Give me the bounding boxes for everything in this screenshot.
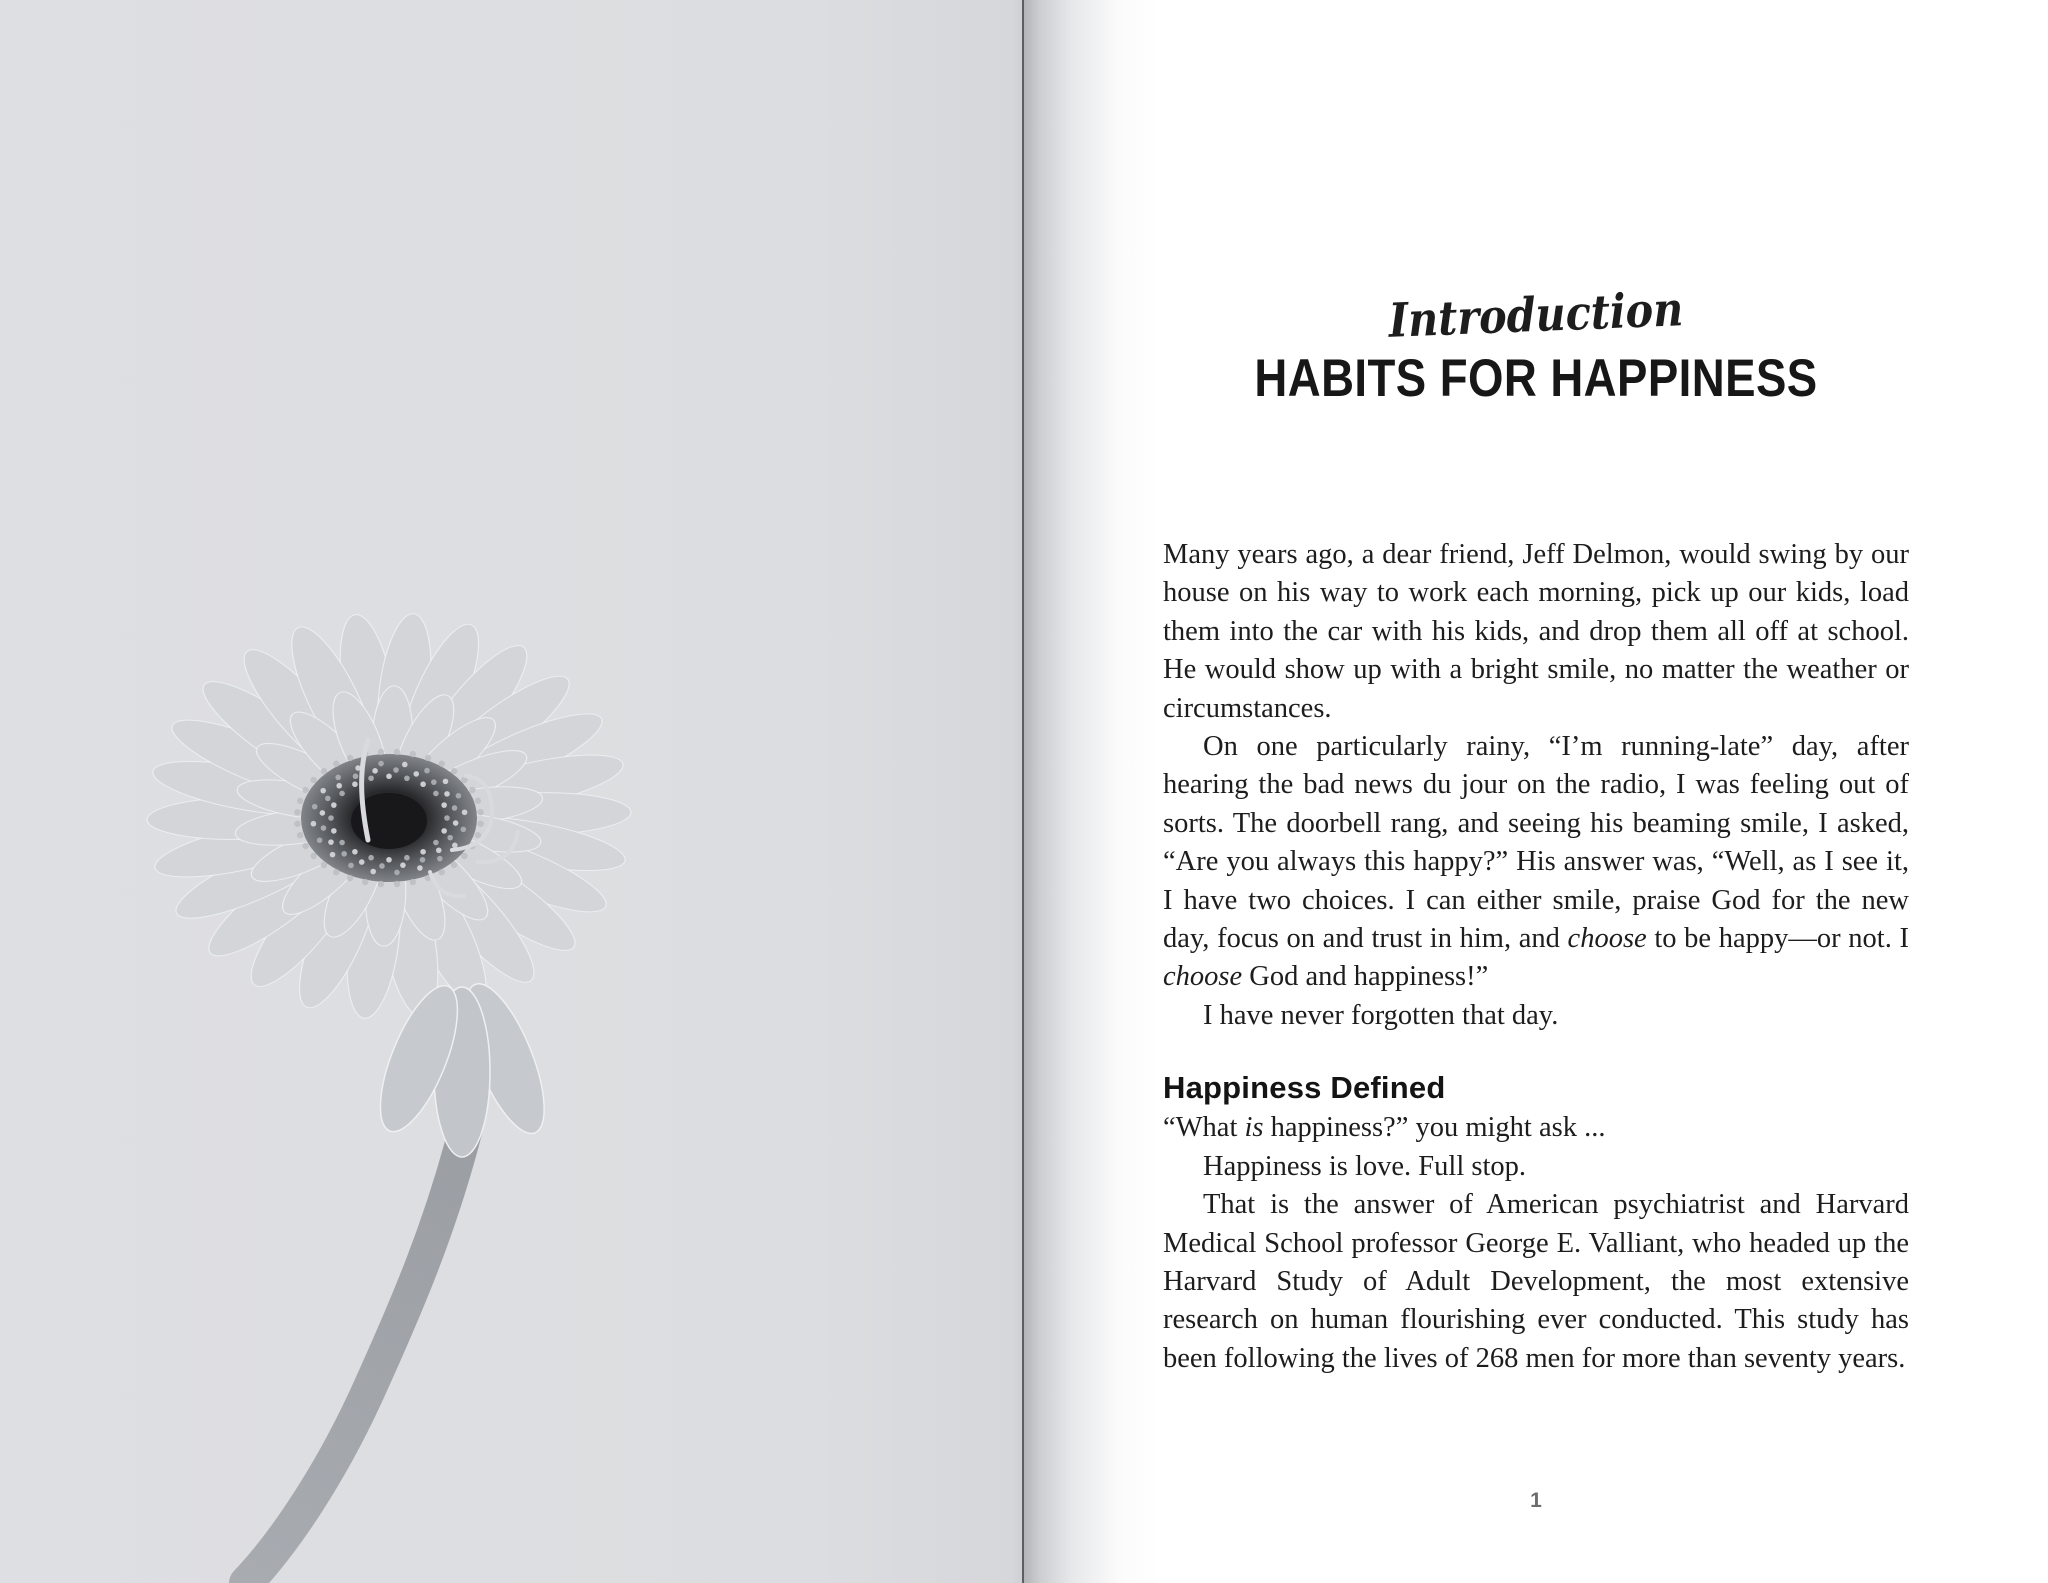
stamen-dot (393, 767, 399, 773)
stamen-dot (320, 788, 326, 794)
stamen-dot (311, 821, 317, 827)
stamen-dot (431, 779, 437, 785)
stamen-dot (372, 768, 378, 774)
stamen-dot (294, 821, 300, 827)
stamen-dot (325, 796, 331, 802)
stamen-dot (394, 749, 400, 755)
stamen-dot (444, 815, 450, 821)
stamen-dot (312, 804, 318, 810)
stamen-dot (425, 755, 431, 761)
stamen-dot (441, 828, 447, 834)
stamen-dot (402, 762, 408, 768)
stamen-dot (453, 820, 459, 826)
stamen-dot (347, 875, 353, 881)
stamen-dot (443, 779, 449, 785)
chapter-title: HABITS FOR HAPPINESS (1254, 349, 1818, 408)
body-paragraph: Happiness is love. Full stop. (1203, 1150, 1527, 1182)
stamen-dot (294, 809, 300, 815)
stamen-dot (462, 809, 468, 815)
stamen-dot (321, 862, 327, 868)
stamen-dot (331, 802, 337, 808)
stamen-dot (333, 869, 339, 875)
stamen-dot (420, 849, 426, 855)
stamen-dot (433, 840, 439, 846)
stamen-dot (341, 851, 347, 857)
stamen-dot (436, 847, 442, 853)
stamen-dot (336, 783, 342, 789)
stamen-dot (461, 827, 467, 833)
stamen-dot (404, 775, 410, 781)
stamen-dot (321, 825, 327, 831)
stamen-dot (417, 865, 423, 871)
stamen-dot (368, 855, 374, 861)
stamen-dot (420, 857, 426, 863)
stamen-dot (475, 832, 481, 838)
stamen-dot (437, 856, 443, 862)
stamen-dot (333, 761, 339, 767)
chapter-label-script: Introduction (1387, 282, 1685, 349)
stamen-dot (330, 852, 336, 858)
stamen-dot (297, 832, 303, 838)
stamen-dot (370, 869, 376, 875)
stamen-dot (331, 828, 337, 834)
text-column (1163, 0, 1909, 1583)
stamen-dot (410, 879, 416, 885)
stamen-dot (386, 857, 392, 863)
stamen-dot (379, 863, 385, 869)
stamen-dot (348, 863, 354, 869)
stamen-dot (310, 777, 316, 783)
stamen-dot (339, 840, 345, 846)
stamen-dot (362, 879, 368, 885)
flower-stem (246, 1120, 468, 1583)
flower-skirt-petals (365, 974, 560, 1157)
body-text (1163, 536, 1909, 1378)
stamen-dot (413, 771, 419, 777)
stamen-dot (469, 787, 475, 793)
body-paragraph: Many years ago, a dear friend, Jeff Delmon, would swing by our house on his way to work each morning, pick up our kids, load them into the car with his kids, and drop them all off at school. He would show up with a bright smile, no matter the weather or circumstances. (1163, 539, 1909, 724)
gerbera-daisy-photo (0, 0, 1022, 1583)
stamen-dot (297, 798, 303, 804)
body-paragraph: On one particularly rainy, “I’m running-late” day, after hearing the bad news du jour on the radio, I was feeling out of sorts. The doorbell rang, and seeing his beaming smile, I asked, “Are you always this happy?” His answer was, “Well, as I see it, I have two choices. I can either smile, praise God for the new day, focus on and trust in him, and choose to be happy—or not. I choose God and happiness!” (1163, 731, 1909, 993)
stamen-dot (452, 805, 458, 811)
stamen-dot (320, 810, 326, 816)
stamen-dot (378, 761, 384, 767)
stamen-dot (420, 781, 426, 787)
stamen-dot (439, 869, 445, 875)
stamen-dot (317, 837, 323, 843)
stamen-dot (339, 791, 345, 797)
stamen-dot (353, 773, 359, 779)
stamen-dot (321, 768, 327, 774)
stamen-dot (302, 787, 308, 793)
section-heading: Happiness Defined (1163, 1070, 1446, 1106)
stamen-dot (394, 881, 400, 887)
body-paragraph: That is the answer of American psychiatrist and Harvard Medical School professor George E. Valliant, who headed up the Harvard Study of Adult Development, the most extensive research on human flourishing ever conducted. This study has been following the lives of 268 men for more than seventy years. (1163, 1189, 1909, 1374)
stamen-dot (451, 862, 457, 868)
stamen-dot (475, 798, 481, 804)
stamen-dot (433, 791, 439, 797)
stamen-dot (424, 768, 430, 774)
stamen-dot (328, 815, 334, 821)
stamen-dot (394, 870, 400, 876)
stamen-dot (328, 839, 334, 845)
stamen-dot (352, 781, 358, 787)
stamen-dot (439, 761, 445, 767)
stamen-dot (410, 751, 416, 757)
stamen-dot (451, 768, 457, 774)
body-paragraph: “What is happiness?” you might ask ... (1163, 1112, 1606, 1144)
stamen-dot (477, 809, 483, 815)
stamen-dot (444, 791, 450, 797)
stamen-dot (404, 855, 410, 861)
stamen-dot (378, 749, 384, 755)
page-number: 1 (1530, 1489, 1542, 1512)
stamen-dot (452, 843, 458, 849)
stamen-dot (302, 843, 308, 849)
stamen-dot (310, 853, 316, 859)
stamen-dot (386, 773, 392, 779)
stamen-dot (368, 775, 374, 781)
stamen-dot (456, 793, 462, 799)
body-paragraph: I have never forgotten that day. (1203, 999, 1559, 1031)
stamen-dot (359, 859, 365, 865)
stamen-dot (441, 802, 447, 808)
stamen-dot (378, 881, 384, 887)
stamen-dot (335, 775, 341, 781)
stamen-dot (400, 862, 406, 868)
stamen-dot (477, 821, 483, 827)
stamen-dot (352, 849, 358, 855)
stamen-dot (347, 755, 353, 761)
stamen-dot (447, 835, 453, 841)
stamen-dot (461, 853, 467, 859)
